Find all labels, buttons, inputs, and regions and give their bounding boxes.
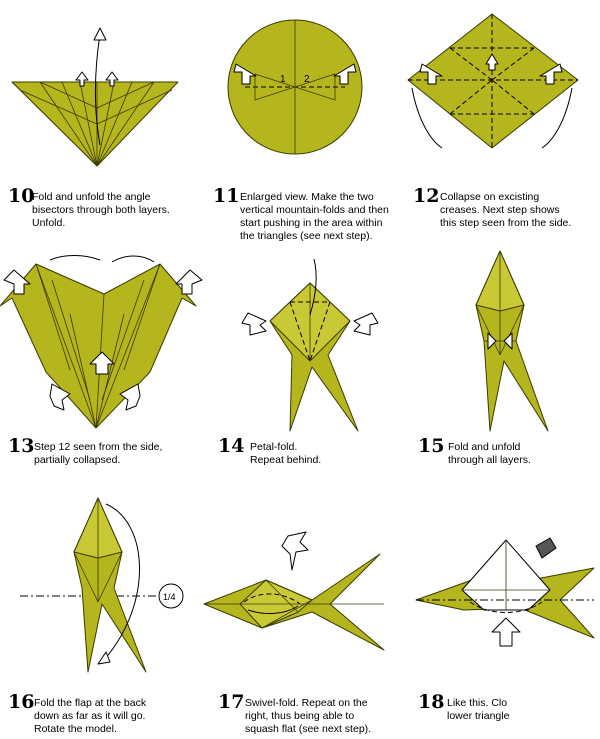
step-15-line: Fold and unfold: [448, 441, 521, 453]
step-10-instructions: [32, 191, 170, 230]
fold-arrow-right: [112, 256, 154, 262]
step-17-line: right, thus being able to: [245, 710, 355, 722]
step-11-figure: [200, 12, 400, 177]
paper-collapsed: [0, 264, 196, 428]
step-14-figure: [240, 255, 380, 440]
step-17-diagram: [200, 520, 400, 670]
step-16-number: 16: [8, 691, 35, 713]
step-13-diagram: [0, 250, 210, 440]
step-17-line: squash flat (see next step).: [245, 723, 372, 735]
step-17-instructions: [245, 697, 371, 736]
step-12-instructions: [440, 191, 571, 230]
step-16-line: Rotate the model.: [34, 723, 117, 735]
step-15-line: through all layers.: [448, 454, 531, 466]
step-10-line: Fold and unfold the angle: [32, 191, 151, 203]
step-18-line: Like this. Clo: [447, 697, 508, 709]
step-13-number: 13: [8, 435, 35, 457]
step-18-line: lower triangle: [447, 710, 510, 722]
step-12-line: this step seen from the side.: [440, 217, 572, 229]
step-14-line: Petal-fold.: [250, 441, 298, 453]
push-arrow-up-icon: [492, 618, 520, 646]
step-11-instructions: [240, 191, 389, 243]
step-11-diagram: [200, 12, 400, 172]
step-15-instructions: [448, 441, 531, 467]
step-10-line: bisectors through both layers.: [32, 204, 170, 216]
step-17-figure: [200, 520, 400, 675]
step-16-line: Fold the flap at the back: [34, 697, 147, 709]
step-10-figure: [0, 20, 200, 175]
step-16-diagram: [20, 492, 200, 682]
step-11-line: the triangles (see next step).: [240, 230, 373, 242]
step-14-diagram: [240, 255, 380, 435]
step-16-line: down as far as it will go.: [34, 710, 146, 722]
label-1: 1: [280, 74, 286, 85]
step-14-instructions: [250, 441, 321, 467]
step-13-instructions: [34, 441, 162, 467]
step-10-line: Unfold.: [32, 217, 66, 229]
step-13-line: Step 12 seen from the side,: [34, 441, 163, 453]
step-12-line: Collapse on excisting: [440, 191, 540, 203]
arrow-head-icon: [98, 652, 110, 664]
push-arrow-right-icon: [354, 313, 378, 335]
step-18-number: 18: [418, 691, 445, 713]
step-14-number: 14: [218, 435, 245, 457]
step-12-figure: [400, 10, 600, 175]
step-16-figure: [20, 492, 200, 687]
step-18-figure: [410, 520, 600, 675]
crease-lines: [204, 580, 384, 628]
step-11-number: 11: [213, 185, 240, 207]
step-17-line: Swivel-fold. Repeat on the: [245, 697, 368, 709]
push-arrow-left-icon: [242, 313, 266, 335]
step-15-number: 15: [418, 435, 445, 457]
step-18-diagram: [410, 520, 600, 670]
step-16-instructions: [34, 697, 146, 736]
step-17-number: 17: [218, 691, 245, 713]
push-arrow-icon: [282, 532, 308, 570]
step-14-line: Repeat behind.: [250, 454, 322, 466]
cropped-overlay: [520, 690, 600, 730]
step-18-instructions: [447, 697, 509, 723]
step-12-diagram: [400, 10, 600, 170]
step-15-figure: [440, 245, 560, 440]
step-11-line: start pushing in the area within: [240, 217, 383, 229]
step-11-line: Enlarged view. Make the two: [240, 191, 374, 203]
step-13-line: partially collapsed.: [34, 454, 121, 466]
step-12-number: 12: [413, 185, 440, 207]
step-10-number: 10: [8, 185, 35, 207]
sink-arrow-icon: [536, 538, 556, 558]
label-2: 2: [304, 74, 310, 85]
step-11-line: vertical mountain-folds and then: [240, 204, 389, 216]
step-12-line: creases. Next step shows: [440, 204, 560, 216]
fold-arrow-left: [50, 256, 100, 261]
step-15-diagram: [440, 245, 560, 435]
arrow-head-icon: [94, 28, 106, 40]
step-13-figure: [0, 250, 210, 445]
rotate-label: 1/4: [163, 592, 176, 602]
step-10-diagram: [0, 20, 200, 170]
